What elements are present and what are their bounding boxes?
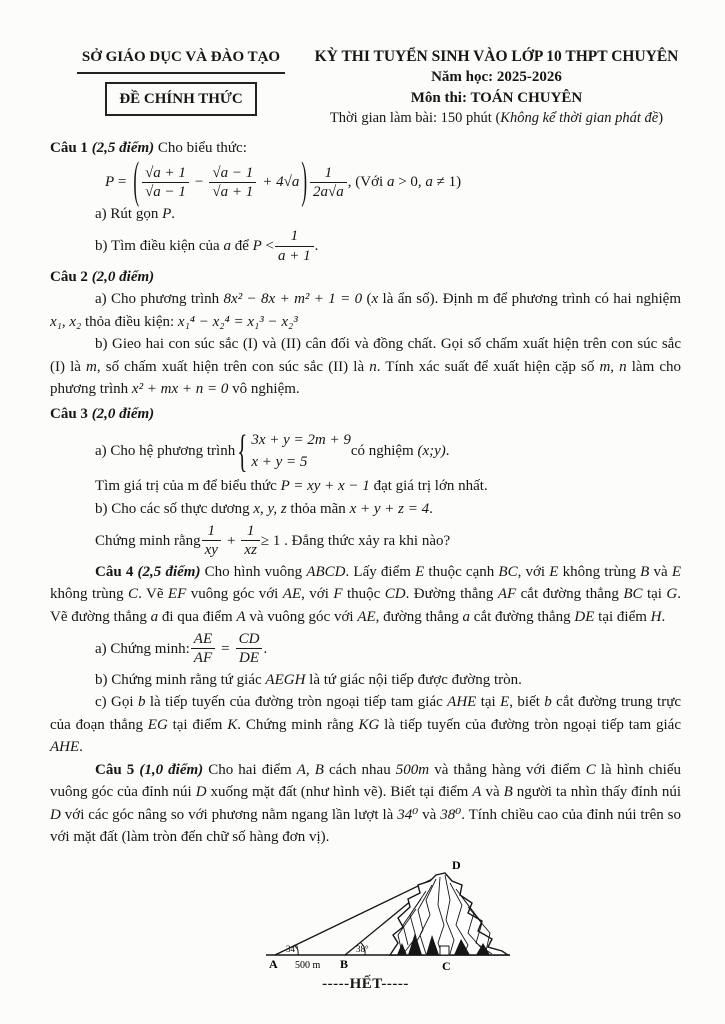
exam-title: KỲ THI TUYỂN SINH VÀO LỚP 10 THPT CHUYÊN [314, 48, 679, 65]
text-run: P = xy + x − 1 [280, 478, 370, 495]
text-run: a) Rút gọn [95, 205, 163, 222]
text-run: ≥ 1 . Đẳng thức xảy ra khi nào? [260, 532, 451, 549]
minus-op: − [194, 173, 204, 190]
point-label-B: B [340, 956, 349, 971]
text-run: là hình chiếu vuông góc của đỉnh núi [50, 761, 682, 800]
q4-a-text [95, 638, 190, 661]
text-run: . Tính xác suất để xuất hiện cặp số [376, 358, 600, 375]
fraction [241, 523, 260, 558]
denominator: xz [244, 542, 257, 559]
text-run: Cho hình vuông [200, 563, 307, 580]
text-run: C [128, 586, 139, 603]
right-paren: ) [301, 151, 308, 209]
text-run: Thời gian làm bài: 150 phút ( [329, 110, 501, 126]
fraction [202, 523, 221, 558]
text-run: (2,5 điểm) [91, 140, 155, 156]
text-run: . Chứng minh rằng [237, 716, 359, 733]
numerator: √a + 1 [142, 165, 189, 183]
text-run: + 4√a [262, 173, 300, 190]
text-run: a) Chứng minh: [95, 640, 190, 657]
text-run: (x;y) [417, 443, 446, 459]
text-run: 34⁰ [397, 806, 419, 823]
right-angle-mark [440, 946, 449, 955]
plus-term [262, 171, 299, 194]
text-run: KG [358, 716, 380, 733]
department-name: SỞ GIÁO DỤC VÀ ĐÀO TẠO [81, 49, 281, 65]
text-run: . Tính chiều cao của đỉnh núi trên so với mặt đất (làm tròn đến chữ số hàng đơn vị). [50, 806, 681, 845]
text-run: AHE [447, 694, 477, 710]
q2-part-b [50, 333, 681, 401]
text-run: C [585, 761, 596, 778]
text-run: không trùng [558, 563, 641, 580]
q3-part-a [50, 424, 681, 477]
text-run: a) Cho phương trình [95, 291, 224, 308]
text-run: Cho hai điểm [203, 761, 297, 778]
mountain-diagram [240, 855, 542, 973]
fraction [275, 228, 314, 263]
text-run: = [114, 173, 127, 190]
text-run: thỏa mãn [286, 500, 350, 517]
text-run: là tiếp tuyến của đường tròn ngoại tiếp tam giác [145, 694, 448, 710]
text-run: . [171, 205, 175, 222]
text-run: . Đường thẳng [405, 586, 498, 603]
denominator: 2a√a [313, 183, 344, 200]
text-run: Câu 3 [50, 405, 92, 422]
text-run: tại [642, 586, 667, 603]
point-label-A: A [269, 956, 278, 971]
text-run: . [79, 739, 83, 755]
q1-formula-condition [348, 171, 461, 194]
text-run: B [640, 563, 650, 580]
header-right [312, 46, 681, 129]
text-run: DE [574, 608, 595, 625]
text-run: . [429, 500, 433, 517]
text-run: AF [497, 586, 517, 603]
text-run: E [671, 563, 681, 580]
mountain-figure [240, 855, 542, 973]
text-run: , với [301, 586, 334, 603]
text-run: . [314, 237, 319, 254]
text-run: > 0, [394, 173, 426, 190]
text-run: (2,0 điểm) [91, 268, 155, 285]
text-run: CD [384, 586, 406, 603]
text-run: (2,5 điểm) [137, 563, 201, 580]
fraction [191, 631, 215, 666]
text-run: người ta nhìn thấy đỉnh núi [512, 784, 681, 800]
numerator: 1 [310, 165, 347, 183]
q4-part-a [50, 631, 681, 666]
text-run: thuộc cạnh [424, 563, 499, 580]
equals-op: = [221, 640, 230, 657]
q4-paragraph [50, 561, 681, 629]
text-run: là ẩn số). Định m để phương trình có hai nghiệm [378, 291, 681, 308]
text-run: AEGH [265, 671, 306, 688]
header [50, 46, 681, 129]
text-run: (2,0 điểm) [91, 405, 155, 422]
text-run: và vuông góc với [245, 608, 358, 625]
text-run: vuông góc với [186, 586, 283, 603]
text-run: , (Với [347, 173, 387, 190]
header-left [50, 46, 312, 129]
text-run: thuộc [342, 586, 385, 603]
text-run: x₁⁴ − x₂⁴ = x₁³ − x₂³ [177, 313, 298, 330]
q1-part-b [50, 228, 681, 263]
text-run: vô nghiệm. [228, 381, 300, 398]
text-run: EG [147, 716, 168, 733]
numerator: AE [191, 631, 215, 649]
left-paren: ( [133, 151, 140, 209]
numerator: 1 [202, 523, 221, 541]
text-run: Cho biểu thức: [154, 140, 247, 156]
denominator: a + 1 [278, 247, 311, 264]
text-run: , với [517, 563, 550, 580]
text-run: . Vẽ [138, 586, 168, 603]
text-run: EF [167, 586, 187, 603]
text-run: . [661, 608, 666, 625]
system-eq-2: x + y = 5 [251, 454, 308, 471]
q3-prove-post [261, 530, 450, 553]
text-run: 8x² − 8x + m² + 1 = 0 [223, 291, 363, 308]
text-run: ABCD [306, 563, 346, 580]
text-run: a [425, 173, 433, 190]
equation-system [251, 429, 351, 473]
text-run: ( [362, 291, 372, 308]
text-run: E [549, 563, 559, 580]
text-run: để [230, 237, 253, 254]
q1-b-period [315, 235, 319, 258]
q3-a-post [351, 440, 450, 463]
text-run: cách nhau [323, 761, 396, 778]
text-run: F [333, 586, 343, 603]
fraction [209, 165, 256, 200]
text-run: xuống mặt đất (như hình vẽ). Biết tại điểm [206, 784, 473, 800]
text-run: thỏa điều kiện: [81, 313, 178, 330]
text-run: P [252, 237, 262, 254]
text-run: P [105, 173, 115, 190]
end-of-exam-marker: -----HẾT----- [322, 975, 409, 992]
text-run: Tìm giá trị của m để biểu thức [95, 478, 281, 495]
exam-subject: Môn thi: TOÁN CHUYÊN [410, 89, 583, 106]
text-run: và thẳng hàng với điểm [429, 761, 586, 778]
text-run: A, B [296, 761, 324, 778]
text-run: . Vẽ đường thẳng [50, 586, 681, 625]
system-brace: { [237, 424, 248, 477]
text-run: x, y, z [253, 500, 287, 517]
text-run: A [236, 608, 246, 625]
text-run: b) Tìm điều kiện của [95, 237, 224, 254]
text-run: AHE [50, 739, 80, 755]
text-run: đạt giá trị lớn nhất. [369, 478, 488, 495]
fraction [142, 165, 189, 200]
text-run: x₁ [50, 313, 62, 330]
text-run: không trùng [50, 586, 129, 603]
numerator: CD [236, 631, 263, 649]
text-run: m [86, 358, 97, 375]
text-run: cắt đường thẳng [470, 608, 575, 625]
q1-b-text [95, 235, 274, 258]
text-run: A [472, 784, 482, 800]
point-label-C: C [442, 958, 451, 973]
text-run: K [227, 716, 238, 733]
q3-heading [50, 403, 681, 426]
fraction [310, 165, 347, 200]
text-run: làm cho phương trình [50, 358, 682, 398]
text-run: P [162, 205, 172, 222]
text-run: BC [623, 586, 643, 603]
angle-label-B: 38° [356, 943, 369, 954]
text-run: a [462, 608, 471, 625]
denominator: √a + 1 [212, 183, 254, 200]
text-run: < [261, 237, 274, 254]
text-run: AE [282, 586, 302, 603]
angle-label-A: 34° [286, 943, 299, 954]
text-run: Chứng minh rằng [95, 532, 201, 549]
text-run: ≠ 1) [432, 173, 462, 190]
text-run: x² + mx + n = 0 [131, 381, 229, 398]
text-run: b [544, 694, 552, 710]
q3-prove-text [95, 530, 201, 553]
text-run: AE [357, 608, 376, 625]
numerator: 1 [241, 523, 260, 541]
q2-heading [50, 266, 681, 289]
text-run: D [195, 784, 207, 800]
text-run: và [418, 806, 441, 823]
text-run: E [415, 563, 425, 580]
q3-part-b [95, 498, 681, 521]
text-run: là tứ giác nội tiếp được đường tròn. [305, 671, 522, 688]
text-run: Câu 5 [95, 761, 140, 778]
text-run: x + y + z = 4 [349, 500, 430, 517]
text-run: Câu 4 [95, 563, 138, 580]
text-run: với các góc nâng so với phương nằm ngang lần lượt là [60, 806, 398, 823]
denominator: AF [193, 650, 213, 667]
distance-label: 500 m [295, 959, 321, 971]
q1-formula-lhs [105, 171, 126, 194]
text-run: G [666, 586, 678, 603]
text-run: . Lấy điểm [345, 563, 416, 580]
exam-duration [312, 108, 681, 129]
text-run: và [481, 784, 504, 800]
text-run: D [50, 806, 61, 823]
text-run: , số chấm xuất hiện trên con súc sắc (II) là [96, 358, 370, 375]
numerator: 1 [275, 228, 314, 246]
text-run: 38⁰ [440, 806, 462, 823]
text-run: b) Cho các số thực dương [95, 500, 254, 517]
text-run: b) Gieo hai con súc sắc (I) và (II) cân đối và đồng chất. Gọi số chấm xuất hiện trên con súc sắc (I) là [50, 336, 681, 375]
text-run: b) Chứng minh rằng tứ giác [95, 671, 266, 688]
text-run: (1,0 điểm) [139, 761, 204, 778]
text-run: , [61, 313, 70, 330]
exam-year: Năm học: 2025-2026 [431, 69, 562, 85]
system-eq-1: 3x + y = 2m + 9 [251, 432, 351, 449]
q5-paragraph [50, 759, 681, 849]
text-run: n [369, 358, 377, 375]
text-run: Câu 1 [50, 140, 92, 156]
q2-part-a [50, 288, 681, 333]
text-run: x [371, 291, 379, 308]
denominator: xy [204, 542, 218, 559]
q3-b-prove [95, 523, 681, 558]
q1-heading [50, 137, 681, 160]
text-run: . [263, 640, 268, 657]
numerator: √a − 1 [209, 165, 256, 183]
text-run: . [445, 443, 450, 459]
text-run: E [500, 694, 510, 710]
text-run: a [223, 237, 231, 254]
q3-a-text [95, 440, 235, 463]
text-run: ) [658, 110, 664, 126]
text-run: x₂ [69, 313, 82, 330]
text-run: m [599, 358, 611, 375]
text-run: H [650, 608, 662, 625]
q1-formula [105, 151, 681, 209]
plus-op: + [226, 532, 236, 549]
text-run: tại điểm [594, 608, 651, 625]
department-underline [77, 72, 285, 74]
fraction [236, 631, 263, 666]
text-run: Câu 2 [50, 268, 92, 285]
text-run: 500m [395, 761, 430, 778]
text-run: có nghiệm [350, 443, 418, 459]
text-run: tại [476, 694, 501, 710]
text-run: , [610, 358, 620, 375]
text-run: B [503, 784, 513, 800]
q1-part-a [95, 203, 681, 226]
text-run: a) Cho hệ phương trình [95, 443, 236, 459]
q4-a-period [263, 638, 267, 661]
text-run: và [649, 563, 672, 580]
denominator: DE [239, 650, 260, 667]
point-label-D: D [452, 857, 461, 872]
text-run: cắt đường thẳng [516, 586, 624, 603]
text-run: , biết [509, 694, 545, 710]
q3-a-find [95, 475, 681, 498]
text-run: đi qua điểm [158, 608, 237, 625]
official-exam-stamp: ĐỀ CHÍNH THỨC [105, 82, 256, 117]
text-run: a [386, 173, 395, 190]
text-run: cắt đường trung trực của đoạn thẳng [50, 694, 681, 733]
text-run: Không kể thời gian phát đề [500, 110, 659, 126]
text-run: là tiếp tuyến của đường tròn ngoại tiếp tam giác [379, 716, 681, 733]
text-run: b [137, 694, 146, 710]
q4-part-b [95, 669, 681, 692]
text-run: a [150, 608, 159, 625]
text-run: BC [498, 563, 518, 580]
text-run: tại điểm [167, 716, 228, 733]
q4-part-c [50, 691, 681, 759]
text-run: , đường thẳng [375, 608, 463, 625]
text-run: c) Gọi [95, 694, 138, 710]
text-run: n [619, 358, 627, 375]
denominator: √a − 1 [145, 183, 186, 200]
